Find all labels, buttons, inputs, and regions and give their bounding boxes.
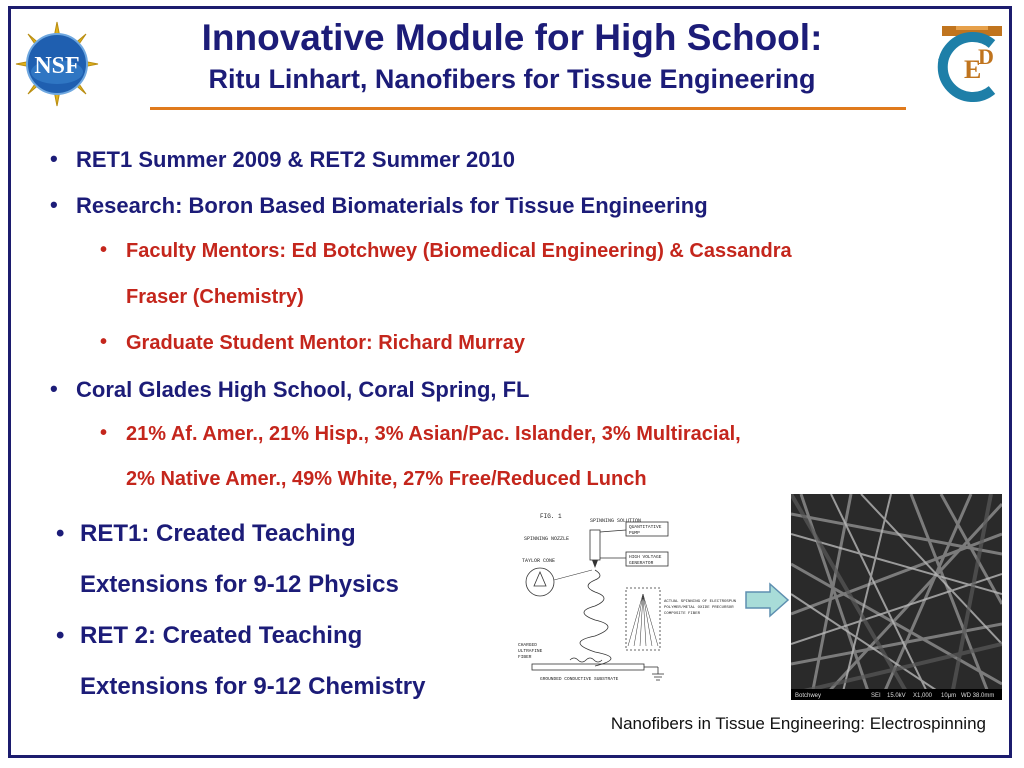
bullet-marker: • [50,376,58,401]
ret2-line1: RET 2: Created Teaching [80,622,363,649]
title-underline [150,107,906,110]
ret2-line2: Extensions for 9-12 Chemistry [80,673,426,700]
bullet-ret-summers: RET1 Summer 2009 & RET2 Summer 2010 [76,147,515,172]
diagram-substrate: GROUNDED CONDUCTIVE SUBSTRATE [540,677,619,682]
diagram-fiber: FIBER [518,655,532,660]
diagram-actual-spinning-1: ACTUAL SPINNING OF ELECTROSPUN [664,600,737,604]
bullet-research: Research: Boron Based Biomaterials for Tissue Engineering [76,193,708,218]
diagram-ultrafine: ULTRAFINE [518,649,543,654]
slide-subtitle: Ritu Linhart, Nanofibers for Tissue Engineering [208,64,816,94]
ced-logo-letter-c: C [938,59,940,61]
sem-voltage: 15.0kV [887,693,906,699]
sem-label: Botchwey [795,693,822,699]
sub-bullet-marker: • [100,239,108,261]
bullet-school: Coral Glades High School, Coral Spring, FL [76,377,530,402]
ced-logo-letter-e: E [964,55,982,84]
sem-nanofiber-image [791,494,1002,700]
sub-bullet-marker: • [100,422,108,444]
sem-working-distance: WD 38.0mm [961,693,995,699]
diagram-spinning-nozzle: SPINNING NOZZLE [524,536,570,542]
right-arrow-icon [744,582,790,618]
sub-bullet-demographics: 21% Af. Amer., 21% Hisp., 3% Asian/Pac. Islander, 3% Multiracial, [126,423,741,445]
sem-magnification: X1,000 [913,693,933,699]
bullet-marker: • [56,622,65,649]
diagram-taylor-cone: TAYLOR CONE [522,558,556,564]
diagram-fig-label: FIG. 1 [540,513,562,520]
sub-bullet-demographics-cont: 2% Native Amer., 49% White, 27% Free/Reduced Lunch [126,468,647,490]
sub-bullet-faculty-mentors: Faculty Mentors: Ed Botchwey (Biomedical Engineering) & Cassandra [126,240,792,262]
sub-bullet-grad-mentor: Graduate Student Mentor: Richard Murray [126,332,525,354]
diagram-actual-spinning-3: COMPOSITE FIBER [664,612,701,616]
figure-caption: Nanofibers in Tissue Engineering: Electrospinning [610,714,986,733]
ret1-line2: Extensions for 9-12 Physics [80,571,399,598]
ced-logo [934,20,1010,102]
diagram-actual-spinning-2: POLYMER/METAL OXIDE PRECURSOR [664,606,734,610]
nsf-logo-text: NSF [34,53,80,79]
ret1-line1: RET1: Created Teaching [80,520,356,547]
diagram-high-voltage: HIGH VOLTAGE [629,555,662,560]
sem-scale: 10μm [941,693,957,699]
bullet-marker: • [50,192,58,217]
nsf-logo [14,20,100,108]
sub-bullet-faculty-mentors-cont: Fraser (Chemistry) [126,286,304,308]
bullet-marker: • [50,146,58,171]
electrospinning-diagram [510,508,742,692]
sem-mode: SEI [871,693,881,699]
diagram-charged: CHARGED [518,643,537,648]
ced-logo-letter-d: D [978,44,994,69]
diagram-pump: PUMP [629,531,640,536]
sub-bullet-marker: • [100,331,108,353]
diagram-spinning-solution: SPINNING SOLUTION [590,518,642,524]
diagram-quantitative: QUANTITATIVE [629,525,662,530]
diagram-generator: GENERATOR [629,561,654,566]
slide-title: Innovative Module for High School: [201,17,823,58]
bullet-marker: • [56,520,65,547]
